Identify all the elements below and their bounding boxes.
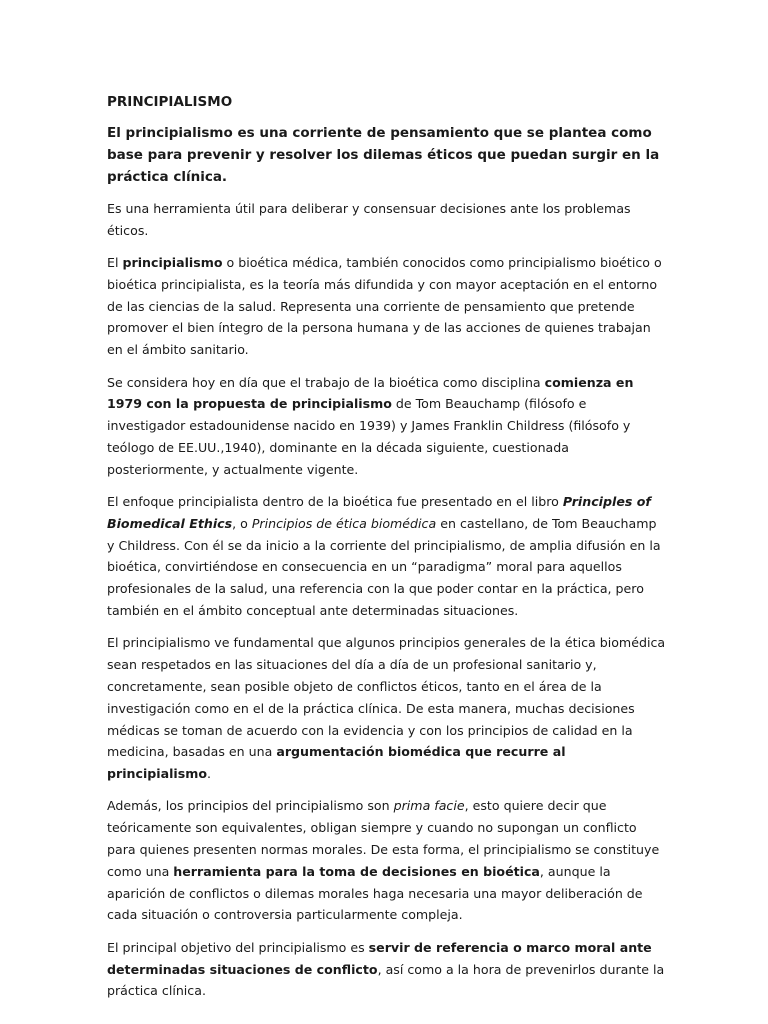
paragraph-4-book-title: Principles of Biomedical Ethics	[107, 494, 651, 531]
paragraph-5-text-1: El principialismo ve fundamental que algunos principios generales de la ética biomédica sean respetados en las situaciones del día a día de un profesional sanitario y, concretamente, sean posible objeto de conflictos éticos, tanto en el área de la investigación como en el de la práctica clínica. De esta manera, muchas decisiones médicas se toman de acuerdo con la evidencia y con los principios de calidad en la medicina, basadas en una	[107, 635, 666, 760]
paragraph-2-bold-1: principialismo	[122, 255, 223, 271]
paragraph-5-bold-1: argumentación biomédica que recurre al principialismo	[107, 744, 566, 782]
paragraph-2	[107, 252, 667, 361]
lead-paragraph: El principialismo es una corriente de pensamiento que se plantea como base para prevenir y resolver los dilemas éticos que puedan surgir en la práctica clínica.	[107, 125, 660, 185]
paragraph-6-text-3: , aunque la aparición de conflictos o dilemas morales haga necesaria una mayor deliberación de cada situación o controversia particularmente compleja.	[107, 863, 643, 923]
paragraph-4	[107, 491, 667, 622]
paragraph-3-text-1: Se considera hoy en día que el trabajo de la bioética como disciplina	[107, 374, 545, 390]
paragraph-3-text-2: de Tom Beauchamp (filósofo e investigador estadounidense nacido en 1939) y James Franklin Childress (filósofo y teólogo de EE.UU.,1940), dominante en la década siguiente, cuestionada posteriormente, y actualmente vigente.	[107, 396, 631, 477]
paragraph-2-text-1: El	[107, 255, 123, 271]
paragraph-4-text-3: en castellano, de Tom Beauchamp y Childress. Con él se da inicio a la corriente del principialismo, de amplia difusión en la bioética, convirtiéndose en consecuencia en un “paradigma” moral para aquellos profesionales de la salud, una referencia con la que poder contar en la práctica, pero también en el ámbito conceptual ante determinadas situaciones.	[107, 515, 661, 619]
paragraph-6-bold-1: herramienta para la toma de decisiones en bioética	[173, 863, 540, 879]
document-title: PRINCIPIALISMO	[107, 94, 233, 110]
paragraph-6-text-2: , esto quiere decir que teóricamente son equivalentes, obligan siempre y cuando no supongan un conflicto para quienes presenten normas morales. De esta forma, el principialismo se constituye como una	[107, 798, 660, 879]
paragraph-5-text-2: .	[207, 766, 212, 782]
paragraph-6-italic-1: prima facie	[393, 798, 465, 814]
paragraph-3	[107, 372, 667, 481]
paragraph-1: Es una herramienta útil para deliberar y consensuar decisiones ante los problemas éticos.	[107, 201, 631, 238]
paragraph-4-text-1: El enfoque principialista dentro de la bioética fue presentado en el libro	[107, 494, 563, 510]
paragraph-7-text-1: El principal objetivo del principialismo es	[107, 939, 369, 955]
paragraph-7	[107, 937, 667, 1002]
paragraph-2-text-2: o bioética médica, también conocidos como principialismo bioético o bioética principialista, es la teoría más difundida y con mayor aceptación en el entorno de las ciencias de la salud. Representa una corriente de pensamiento que pretende promover el bien íntegro de la persona humana y de las acciones de quienes trabajan en el ámbito sanitario.	[107, 255, 662, 358]
paragraph-7-bold-1: servir de referencia o marco moral ante determinadas situaciones de conflicto	[107, 939, 652, 977]
document-page	[107, 92, 667, 1013]
paragraph-6-text-1: Además, los principios del principialismo son	[107, 798, 394, 814]
paragraph-4-italic-1: Principios de ética biomédica	[251, 515, 437, 531]
paragraph-5	[107, 632, 667, 785]
paragraph-7-text-2: , así como a la hora de prevenirlos durante la práctica clínica.	[107, 961, 665, 999]
paragraph-3-bold-1: comienza en 1979 con la propuesta de principialismo	[107, 374, 634, 412]
paragraph-6	[107, 795, 667, 926]
paragraph-4-text-2: , o	[232, 515, 252, 531]
